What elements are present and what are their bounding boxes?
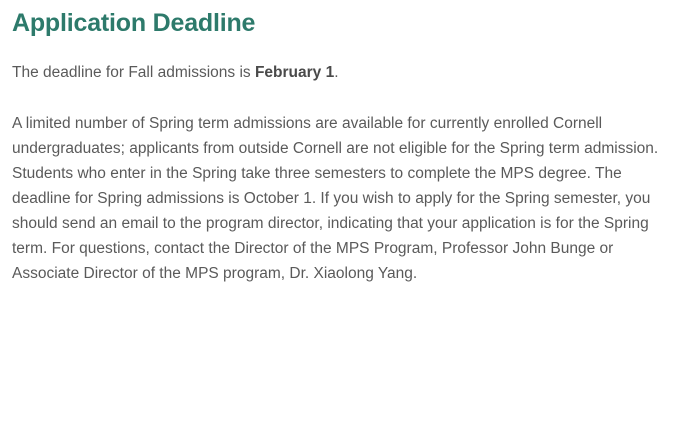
deadline-text-lead: The deadline for Fall admissions is (12, 63, 255, 81)
page-title: Application Deadline (12, 9, 256, 37)
deadline-date: February 1 (254, 63, 335, 81)
deadline-text-trail: . (334, 63, 339, 81)
deadline-paragraph (12, 60, 672, 85)
spring-admissions-paragraph: A limited number of Spring term admissions are available for currently enrolled Cornell undergraduates; applicants from outside Cornell are not eligible for the Spring term admission. Students who enter in the Spring take three semesters to complete the MPS degree. The deadline for Spring admissions is October 1. If you wish to apply for the Spring semester, you should send an email to the program director, indicating that your application is for the Spring term. For questions, contact the Director of the MPS Program, Professor John Bunge or Associate Director of the MPS program, Dr. Xiaolong Yang. (12, 114, 659, 283)
